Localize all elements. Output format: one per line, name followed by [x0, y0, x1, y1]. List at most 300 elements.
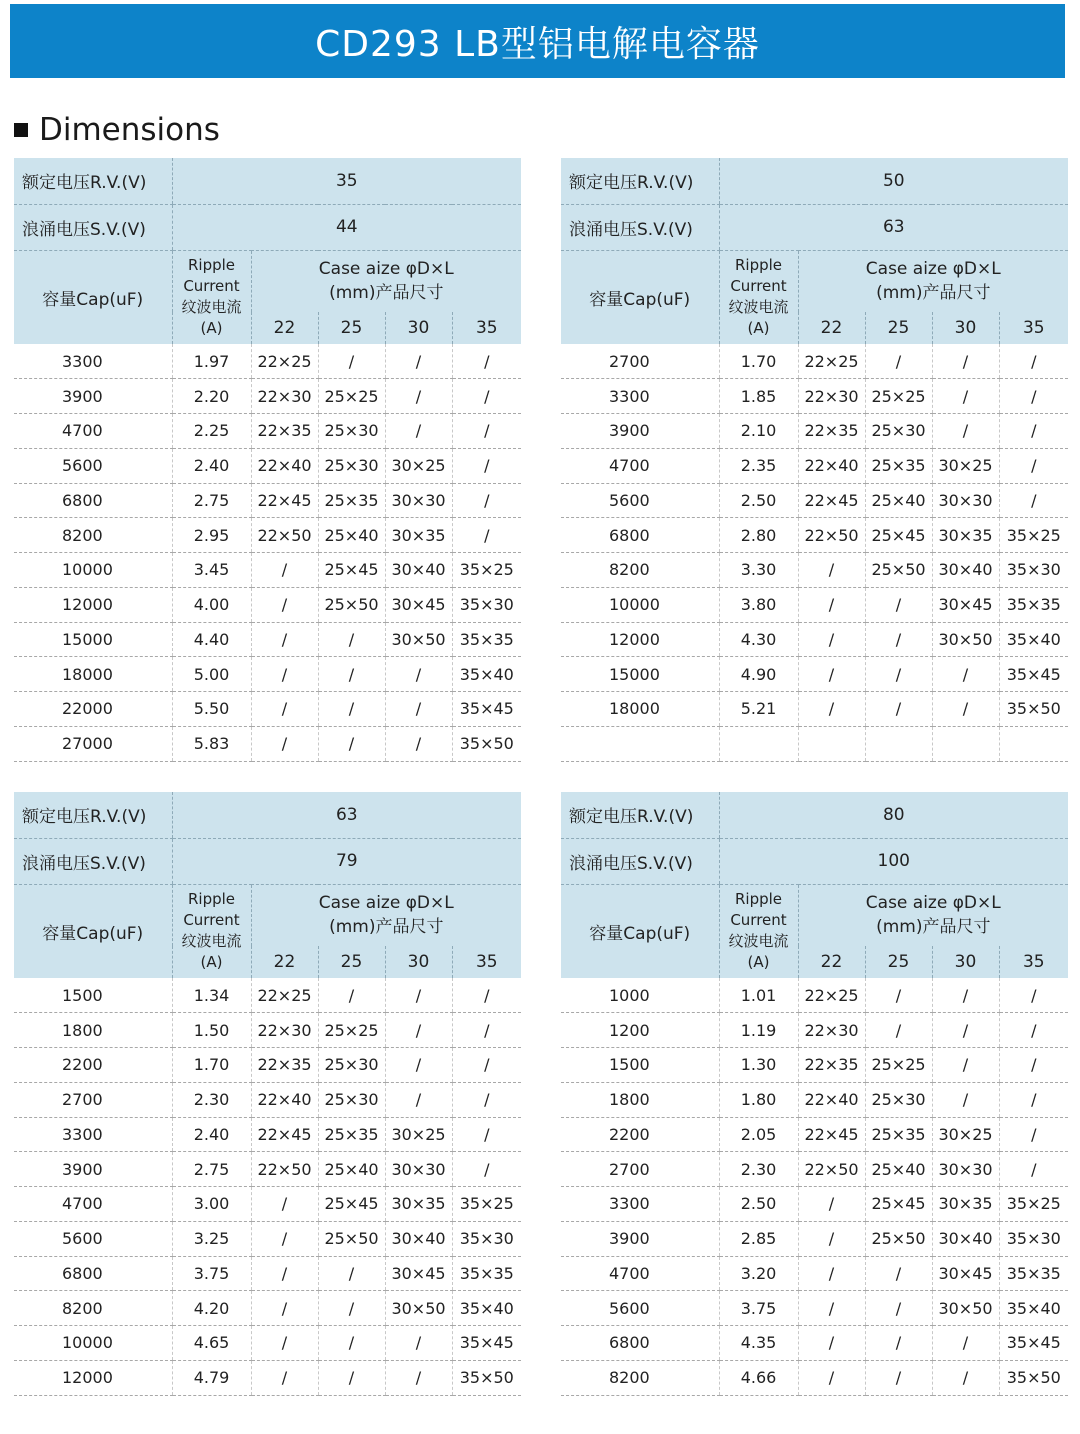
- diameter-header: 35: [999, 312, 1068, 344]
- surge-voltage-value: 100: [719, 838, 1068, 884]
- ripple-current-cell: 2.30: [172, 1082, 251, 1117]
- case-size-cell: /: [251, 657, 318, 692]
- diameter-header: 35: [999, 946, 1068, 978]
- surge-voltage-row: [561, 838, 1068, 884]
- table-row: [561, 1117, 1068, 1152]
- ripple-label-2: Current: [730, 911, 787, 930]
- capacitance-cell: 6800: [14, 483, 172, 518]
- case-size-cell: /: [865, 587, 932, 622]
- case-size-cell: /: [798, 622, 865, 657]
- case-size-cell: 25×25: [318, 1013, 385, 1048]
- ripple-current-cell: 2.25: [172, 414, 251, 449]
- capacitance-cell: 4700: [561, 448, 719, 483]
- case-size-cell: 35×45: [999, 1326, 1068, 1361]
- case-size-cell: /: [385, 1013, 452, 1048]
- ripple-current-cell: 3.80: [719, 587, 798, 622]
- case-size-cell: 25×25: [865, 1048, 932, 1083]
- case-size-cell: /: [452, 483, 521, 518]
- capacitance-cell: 5600: [14, 1221, 172, 1256]
- case-size-cell: /: [452, 1117, 521, 1152]
- case-size-cell: 35×30: [452, 587, 521, 622]
- case-size-cell: 22×40: [251, 1082, 318, 1117]
- ripple-current-cell: 1.70: [172, 1048, 251, 1083]
- ripple-current-header: [719, 884, 798, 978]
- ripple-label-4: (A): [747, 319, 770, 338]
- table-row: [14, 448, 521, 483]
- case-size-label-2: (mm)产品尺寸: [876, 917, 991, 938]
- table-row: [561, 483, 1068, 518]
- capacitance-cell: 6800: [14, 1256, 172, 1291]
- case-size-cell: 35×45: [452, 1326, 521, 1361]
- capacitance-cell: 6800: [561, 518, 719, 553]
- capacitance-cell: 1000: [561, 978, 719, 1013]
- case-size-cell: /: [251, 1221, 318, 1256]
- case-size-cell: 22×45: [798, 483, 865, 518]
- case-size-cell: /: [999, 978, 1068, 1013]
- case-size-cell: 25×40: [318, 1152, 385, 1187]
- case-size-cell: 25×35: [865, 1117, 932, 1152]
- page-title: CD293 LB型铝电解电容器: [315, 23, 760, 65]
- rated-voltage-label: 额定电压R.V.(V): [14, 158, 172, 204]
- case-size-cell: 22×30: [798, 379, 865, 414]
- case-size-cell: /: [798, 1187, 865, 1222]
- case-size-cell: 25×35: [865, 448, 932, 483]
- table-row: [14, 1117, 521, 1152]
- case-size-cell: /: [999, 1013, 1068, 1048]
- case-size-cell: /: [251, 553, 318, 588]
- rated-voltage-label: 额定电压R.V.(V): [561, 792, 719, 838]
- ripple-label-2: Current: [183, 911, 240, 930]
- case-size-cell: 25×45: [318, 553, 385, 588]
- ripple-current-cell: 4.90: [719, 657, 798, 692]
- case-size-cell: /: [385, 1048, 452, 1083]
- case-size-cell: /: [251, 587, 318, 622]
- case-size-cell: 22×45: [251, 483, 318, 518]
- case-size-cell: 25×25: [318, 379, 385, 414]
- case-size-cell: 25×35: [318, 1117, 385, 1152]
- rated-voltage-value: 63: [172, 792, 521, 838]
- ripple-current-cell: 2.20: [172, 379, 251, 414]
- diameter-header: 22: [798, 946, 865, 978]
- spec-table-50v: [561, 158, 1068, 762]
- case-size-cell: 35×50: [452, 726, 521, 761]
- case-size-cell: 25×30: [865, 1082, 932, 1117]
- capacitance-header: 容量Cap(uF): [14, 250, 172, 344]
- case-size-cell: 25×45: [865, 518, 932, 553]
- case-size-cell: /: [999, 344, 1068, 379]
- table-row: [561, 448, 1068, 483]
- rated-voltage-label: 额定电压R.V.(V): [14, 792, 172, 838]
- table-row: [561, 1256, 1068, 1291]
- rated-voltage-value: 80: [719, 792, 1068, 838]
- case-size-cell: 30×50: [932, 1291, 999, 1326]
- page-title-banner: [10, 4, 1065, 78]
- case-size-cell: 35×35: [999, 1256, 1068, 1291]
- capacitance-cell: 3900: [14, 1152, 172, 1187]
- case-size-cell: /: [932, 414, 999, 449]
- ripple-current-header: [172, 884, 251, 978]
- ripple-current-cell: 3.75: [719, 1291, 798, 1326]
- case-size-cell: 25×50: [318, 587, 385, 622]
- case-size-cell: 30×35: [385, 518, 452, 553]
- table-row: [14, 1152, 521, 1187]
- case-size-cell: [798, 726, 865, 761]
- case-size-cell: /: [385, 1082, 452, 1117]
- table-row: [561, 379, 1068, 414]
- case-size-cell: /: [932, 1013, 999, 1048]
- case-size-cell: 25×35: [318, 483, 385, 518]
- square-bullet-icon: [14, 123, 28, 137]
- capacitance-cell: 4700: [14, 414, 172, 449]
- surge-voltage-row: [14, 838, 521, 884]
- ripple-label-1: Ripple: [187, 256, 236, 275]
- case-size-cell: 22×50: [798, 518, 865, 553]
- case-size-cell: /: [385, 344, 452, 379]
- table-row: [14, 483, 521, 518]
- case-size-cell: 30×30: [932, 483, 999, 518]
- case-size-label-2: (mm)产品尺寸: [876, 283, 991, 304]
- case-size-cell: /: [318, 657, 385, 692]
- table-row: [561, 587, 1068, 622]
- case-size-cell: /: [999, 448, 1068, 483]
- case-size-cell: /: [798, 1291, 865, 1326]
- ripple-current-cell: 2.40: [172, 1117, 251, 1152]
- case-size-cell: /: [452, 1152, 521, 1187]
- ripple-current-cell: 5.50: [172, 692, 251, 727]
- table-row: [561, 1013, 1068, 1048]
- case-size-cell: 25×45: [865, 1187, 932, 1222]
- capacitance-header: 容量Cap(uF): [561, 884, 719, 978]
- case-size-cell: /: [452, 1048, 521, 1083]
- ripple-current-cell: 4.35: [719, 1326, 798, 1361]
- diameter-header: 25: [865, 312, 932, 344]
- table-row: [14, 414, 521, 449]
- table-row: [14, 692, 521, 727]
- case-size-cell: /: [865, 1360, 932, 1395]
- case-size-cell: 30×30: [385, 483, 452, 518]
- diameter-header: 30: [385, 946, 452, 978]
- case-size-cell: 35×50: [999, 1360, 1068, 1395]
- case-size-cell: /: [318, 1360, 385, 1395]
- table-row: [14, 1291, 521, 1326]
- case-size-cell: 35×35: [452, 622, 521, 657]
- table-row: [14, 587, 521, 622]
- case-size-cell: 30×40: [385, 553, 452, 588]
- capacitance-cell: 4700: [561, 1256, 719, 1291]
- case-size-cell: /: [932, 1326, 999, 1361]
- diameter-header: 30: [932, 312, 999, 344]
- case-size-cell: /: [385, 414, 452, 449]
- case-size-header: [251, 884, 521, 946]
- capacitance-cell: 3300: [14, 344, 172, 379]
- table-row: [561, 1221, 1068, 1256]
- table-row: [14, 518, 521, 553]
- table-row: [14, 978, 521, 1013]
- case-size-cell: /: [999, 483, 1068, 518]
- case-size-header: [798, 250, 1068, 312]
- ripple-label-3: 纹波电流: [181, 932, 242, 951]
- ripple-current-cell: 3.00: [172, 1187, 251, 1222]
- case-size-cell: /: [385, 1360, 452, 1395]
- case-size-cell: /: [385, 657, 452, 692]
- case-size-cell: /: [318, 1256, 385, 1291]
- table-row: [14, 553, 521, 588]
- table-row: [14, 1048, 521, 1083]
- table-row: [14, 726, 521, 761]
- ripple-current-cell: 4.00: [172, 587, 251, 622]
- ripple-current-cell: 1.85: [719, 379, 798, 414]
- case-size-cell: 30×40: [385, 1221, 452, 1256]
- case-size-cell: /: [798, 587, 865, 622]
- table-row: [14, 1013, 521, 1048]
- case-size-cell: 35×25: [452, 553, 521, 588]
- capacitance-cell: 12000: [561, 622, 719, 657]
- case-size-cell: /: [865, 978, 932, 1013]
- ripple-label-1: Ripple: [187, 890, 236, 909]
- capacitance-cell: 2200: [561, 1117, 719, 1152]
- case-size-cell: [865, 726, 932, 761]
- section-heading: [14, 110, 220, 150]
- case-size-cell: 22×40: [798, 448, 865, 483]
- surge-voltage-label: 浪涌电压S.V.(V): [14, 204, 172, 250]
- capacitance-cell: 15000: [561, 657, 719, 692]
- ripple-current-cell: 2.40: [172, 448, 251, 483]
- case-size-cell: 35×35: [452, 1256, 521, 1291]
- case-size-cell: 25×30: [318, 1048, 385, 1083]
- case-size-cell: [932, 726, 999, 761]
- table-row: [561, 1187, 1068, 1222]
- case-size-cell: 22×35: [251, 1048, 318, 1083]
- ripple-label-4: (A): [200, 953, 223, 972]
- case-size-cell: /: [452, 448, 521, 483]
- case-size-cell: /: [251, 1326, 318, 1361]
- rated-voltage-row: [14, 792, 521, 838]
- table-row: [561, 553, 1068, 588]
- case-size-cell: 35×40: [452, 1291, 521, 1326]
- capacitance-cell: 1800: [561, 1082, 719, 1117]
- case-size-cell: /: [999, 1048, 1068, 1083]
- case-size-header: [798, 884, 1068, 946]
- capacitance-cell: 3300: [14, 1117, 172, 1152]
- table-row: [561, 692, 1068, 727]
- rated-voltage-row: [14, 158, 521, 204]
- capacitance-cell: 2700: [561, 1152, 719, 1187]
- ripple-current-cell: 5.21: [719, 692, 798, 727]
- case-size-cell: 25×30: [865, 414, 932, 449]
- ripple-label-2: Current: [730, 277, 787, 296]
- capacitance-cell: 3900: [14, 379, 172, 414]
- ripple-current-cell: 1.01: [719, 978, 798, 1013]
- capacitance-cell: 22000: [14, 692, 172, 727]
- ripple-label-4: (A): [747, 953, 770, 972]
- table-row: [561, 1152, 1068, 1187]
- case-size-cell: /: [932, 1048, 999, 1083]
- table-row: [14, 1360, 521, 1395]
- capacitance-cell: [561, 726, 719, 761]
- surge-voltage-label: 浪涌电压S.V.(V): [561, 204, 719, 250]
- diameter-header: 22: [251, 946, 318, 978]
- case-size-label-2: (mm)产品尺寸: [329, 917, 444, 938]
- table-row: [561, 1082, 1068, 1117]
- case-size-cell: /: [798, 1256, 865, 1291]
- ripple-current-cell: 1.70: [719, 344, 798, 379]
- case-size-cell: /: [932, 379, 999, 414]
- case-size-cell: 25×30: [318, 448, 385, 483]
- case-size-cell: 22×25: [798, 344, 865, 379]
- case-size-cell: 30×45: [932, 587, 999, 622]
- ripple-current-cell: 3.30: [719, 553, 798, 588]
- case-size-cell: 25×30: [318, 414, 385, 449]
- case-size-cell: /: [865, 692, 932, 727]
- case-size-cell: /: [798, 1326, 865, 1361]
- column-header-row: [14, 884, 521, 946]
- case-size-cell: /: [452, 1013, 521, 1048]
- case-size-cell: 30×35: [932, 1187, 999, 1222]
- capacitance-cell: 1800: [14, 1013, 172, 1048]
- capacitance-header: 容量Cap(uF): [14, 884, 172, 978]
- case-size-cell: 22×25: [798, 978, 865, 1013]
- case-size-cell: /: [999, 414, 1068, 449]
- case-size-cell: 22×40: [798, 1082, 865, 1117]
- ripple-current-cell: 4.66: [719, 1360, 798, 1395]
- case-size-cell: /: [251, 1256, 318, 1291]
- capacitance-cell: 3300: [561, 1187, 719, 1222]
- capacitance-cell: 15000: [14, 622, 172, 657]
- case-size-label-1: Case aize φD×L: [865, 893, 1001, 914]
- rated-voltage-value: 50: [719, 158, 1068, 204]
- capacitance-cell: 10000: [14, 553, 172, 588]
- case-size-cell: 22×25: [251, 344, 318, 379]
- ripple-current-cell: 4.20: [172, 1291, 251, 1326]
- case-size-cell: 25×40: [865, 1152, 932, 1187]
- case-size-cell: /: [932, 1082, 999, 1117]
- column-header-row: [14, 250, 521, 312]
- case-size-cell: 35×25: [999, 1187, 1068, 1222]
- case-size-cell: 30×50: [385, 622, 452, 657]
- case-size-cell: /: [452, 344, 521, 379]
- case-size-cell: 22×35: [798, 414, 865, 449]
- table-row: [14, 1256, 521, 1291]
- case-size-cell: /: [999, 1117, 1068, 1152]
- capacitance-cell: 2700: [14, 1082, 172, 1117]
- case-size-cell: 30×45: [932, 1256, 999, 1291]
- capacitance-cell: 8200: [561, 1360, 719, 1395]
- case-size-cell: /: [385, 726, 452, 761]
- case-size-cell: 35×40: [999, 622, 1068, 657]
- capacitance-cell: 12000: [14, 587, 172, 622]
- rated-voltage-label: 额定电压R.V.(V): [561, 158, 719, 204]
- ripple-label-2: Current: [183, 277, 240, 296]
- case-size-cell: 35×30: [452, 1221, 521, 1256]
- case-size-label-1: Case aize φD×L: [865, 259, 1001, 280]
- capacitance-cell: 1500: [14, 978, 172, 1013]
- case-size-cell: /: [385, 379, 452, 414]
- case-size-cell: 25×50: [865, 553, 932, 588]
- ripple-current-cell: 2.75: [172, 1152, 251, 1187]
- case-size-cell: /: [251, 622, 318, 657]
- case-size-cell: 25×40: [318, 518, 385, 553]
- table-row: [14, 1326, 521, 1361]
- case-size-cell: /: [999, 379, 1068, 414]
- case-size-cell: 35×30: [999, 1221, 1068, 1256]
- case-size-cell: 22×30: [251, 1013, 318, 1048]
- table-row: [561, 414, 1068, 449]
- case-size-label-2: (mm)产品尺寸: [329, 283, 444, 304]
- case-size-cell: /: [318, 1326, 385, 1361]
- case-size-cell: /: [999, 1152, 1068, 1187]
- capacitance-cell: 1500: [561, 1048, 719, 1083]
- ripple-current-cell: 2.50: [719, 483, 798, 518]
- diameter-header: 35: [452, 946, 521, 978]
- capacitance-cell: 12000: [14, 1360, 172, 1395]
- ripple-current-cell: 4.65: [172, 1326, 251, 1361]
- spec-table-80v: [561, 792, 1068, 1396]
- table-row: [561, 1360, 1068, 1395]
- case-size-cell: 22×35: [251, 414, 318, 449]
- case-size-cell: /: [865, 344, 932, 379]
- case-size-cell: /: [385, 978, 452, 1013]
- case-size-cell: /: [318, 1291, 385, 1326]
- capacitance-cell: 18000: [14, 657, 172, 692]
- diameter-header: 35: [452, 312, 521, 344]
- capacitance-cell: 3900: [561, 1221, 719, 1256]
- case-size-cell: /: [932, 978, 999, 1013]
- case-size-cell: 22×45: [798, 1117, 865, 1152]
- case-size-cell: /: [865, 1326, 932, 1361]
- case-size-cell: 22×30: [251, 379, 318, 414]
- column-header-row: [561, 250, 1068, 312]
- rated-voltage-row: [561, 792, 1068, 838]
- diameter-header: 25: [865, 946, 932, 978]
- ripple-current-cell: 5.00: [172, 657, 251, 692]
- surge-voltage-value: 63: [719, 204, 1068, 250]
- surge-voltage-value: 44: [172, 204, 521, 250]
- ripple-current-cell: 3.20: [719, 1256, 798, 1291]
- case-size-cell: /: [452, 978, 521, 1013]
- capacitance-cell: 18000: [561, 692, 719, 727]
- case-size-cell: /: [251, 1360, 318, 1395]
- ripple-current-cell: 3.45: [172, 553, 251, 588]
- case-size-cell: /: [932, 344, 999, 379]
- case-size-cell: 35×35: [999, 587, 1068, 622]
- ripple-label-3: 纹波电流: [728, 932, 789, 951]
- case-size-cell: 22×30: [798, 1013, 865, 1048]
- case-size-cell: /: [865, 1256, 932, 1291]
- diameter-header: 25: [318, 946, 385, 978]
- case-size-cell: [999, 726, 1068, 761]
- ripple-label-1: Ripple: [734, 256, 783, 275]
- ripple-current-cell: 1.50: [172, 1013, 251, 1048]
- surge-voltage-label: 浪涌电压S.V.(V): [561, 838, 719, 884]
- case-size-cell: 22×25: [251, 978, 318, 1013]
- case-size-cell: 25×50: [318, 1221, 385, 1256]
- case-size-cell: /: [318, 726, 385, 761]
- case-size-cell: 30×25: [385, 448, 452, 483]
- table-row: [561, 344, 1068, 379]
- case-size-cell: /: [452, 379, 521, 414]
- capacitance-cell: 5600: [561, 1291, 719, 1326]
- case-size-cell: /: [251, 692, 318, 727]
- capacitance-cell: 8200: [14, 518, 172, 553]
- capacitance-cell: 2200: [14, 1048, 172, 1083]
- column-header-row: [561, 884, 1068, 946]
- case-size-cell: 22×35: [798, 1048, 865, 1083]
- rated-voltage-row: [561, 158, 1068, 204]
- capacitance-cell: 1200: [561, 1013, 719, 1048]
- ripple-current-cell: 3.25: [172, 1221, 251, 1256]
- case-size-cell: /: [865, 622, 932, 657]
- ripple-label-3: 纹波电流: [181, 298, 242, 317]
